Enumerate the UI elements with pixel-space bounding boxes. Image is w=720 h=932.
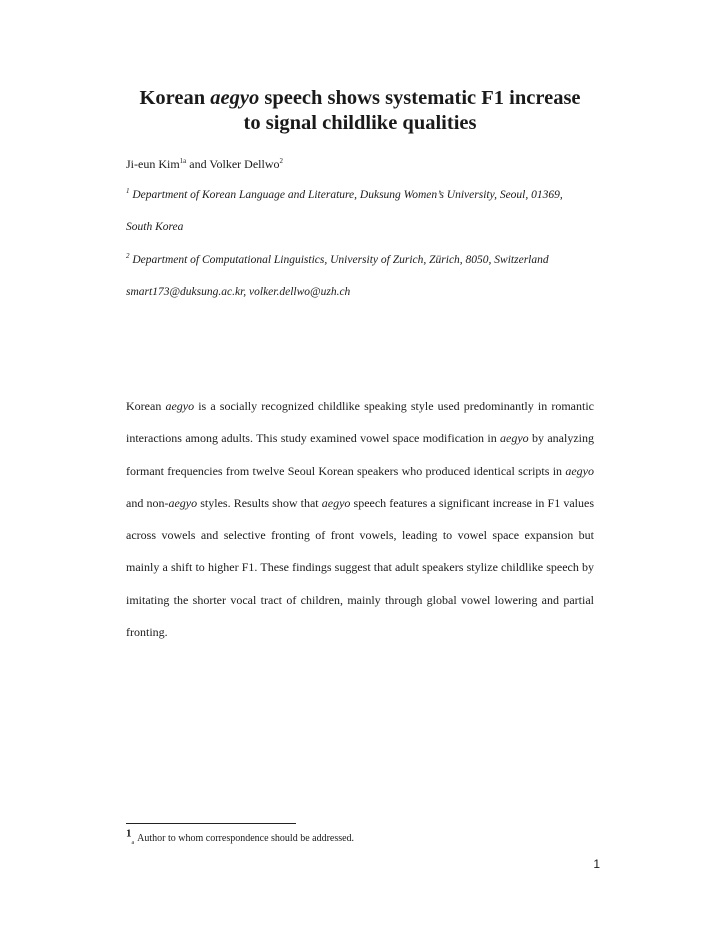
author-affiliation-mark: 1a xyxy=(179,157,187,165)
abstract-text: by analyzing formant frequencies from twelve Seoul Korean speakers who produced identical scripts in xyxy=(126,431,594,478)
abstract-italic-term: aegyo xyxy=(500,431,529,446)
abstract-italic-term: aegyo xyxy=(565,463,594,478)
author-affiliation-mark: 2 xyxy=(279,157,283,165)
title-text-cont: speech shows systematic F1 increase xyxy=(259,87,581,109)
affiliation-mark: 1 xyxy=(126,187,130,196)
contact-emails: smart173@duksung.ac.kr, volker.dellwo@uzh.ch xyxy=(126,286,351,298)
abstract-italic-term: aegyo xyxy=(165,399,195,413)
abstract-text: Korean xyxy=(126,399,166,413)
title-text: Korean xyxy=(139,87,211,109)
footnote-mark-sub: a xyxy=(131,840,135,846)
abstract-italic-term: aegyo xyxy=(168,495,198,510)
affiliation-1-cont xyxy=(126,219,596,235)
abstract-text: is a socially recognized childlike speaking style used predominantly in romantic interactions among adults. This study examined vowel space modification in xyxy=(126,399,594,446)
footnote-divider xyxy=(126,823,296,824)
affiliation-mark: 2 xyxy=(126,252,130,261)
author-list xyxy=(126,156,596,172)
title-line2: to signal childlike qualities xyxy=(243,112,477,134)
author-conjunction: and xyxy=(186,157,210,171)
abstract-text: speech features a significant increase in F1 values across vowels and selective fronting of front vowels, leading to vowel space expansion but mainly a shift to higher F1. These findings suggest that adult speakers stylize childlike speech by imitating the shorter vocal tract of children, mainly through global vowel lowering and partial fronting. xyxy=(126,495,594,640)
affiliation-1 xyxy=(126,187,596,203)
footnote xyxy=(126,827,355,846)
abstract-text: and non- xyxy=(126,495,169,510)
page-number: 1 xyxy=(593,857,600,871)
footnote-mark: 1 xyxy=(126,827,132,840)
author-name: Volker Dellwo xyxy=(209,157,280,171)
abstract xyxy=(126,390,594,648)
footnote-text: Author to whom correspondence should be addressed. xyxy=(137,833,355,844)
author-name: Ji-eun Kim xyxy=(126,157,180,171)
affiliation-2 xyxy=(126,252,596,268)
affiliation-text: Department of Computational Linguistics, University of Zurich, Zürich, 8050, Switzerland xyxy=(129,254,549,266)
affiliation-text: Department of Korean Language and Literature, Duksung Women’s University, Seoul, 01369, xyxy=(129,189,563,201)
title-italic-term: aegyo xyxy=(210,87,260,109)
paper-title xyxy=(100,86,620,136)
abstract-text: styles. Results show that xyxy=(197,495,322,510)
abstract-italic-term: aegyo xyxy=(321,495,351,510)
affiliation-text: South Korea xyxy=(126,221,184,233)
